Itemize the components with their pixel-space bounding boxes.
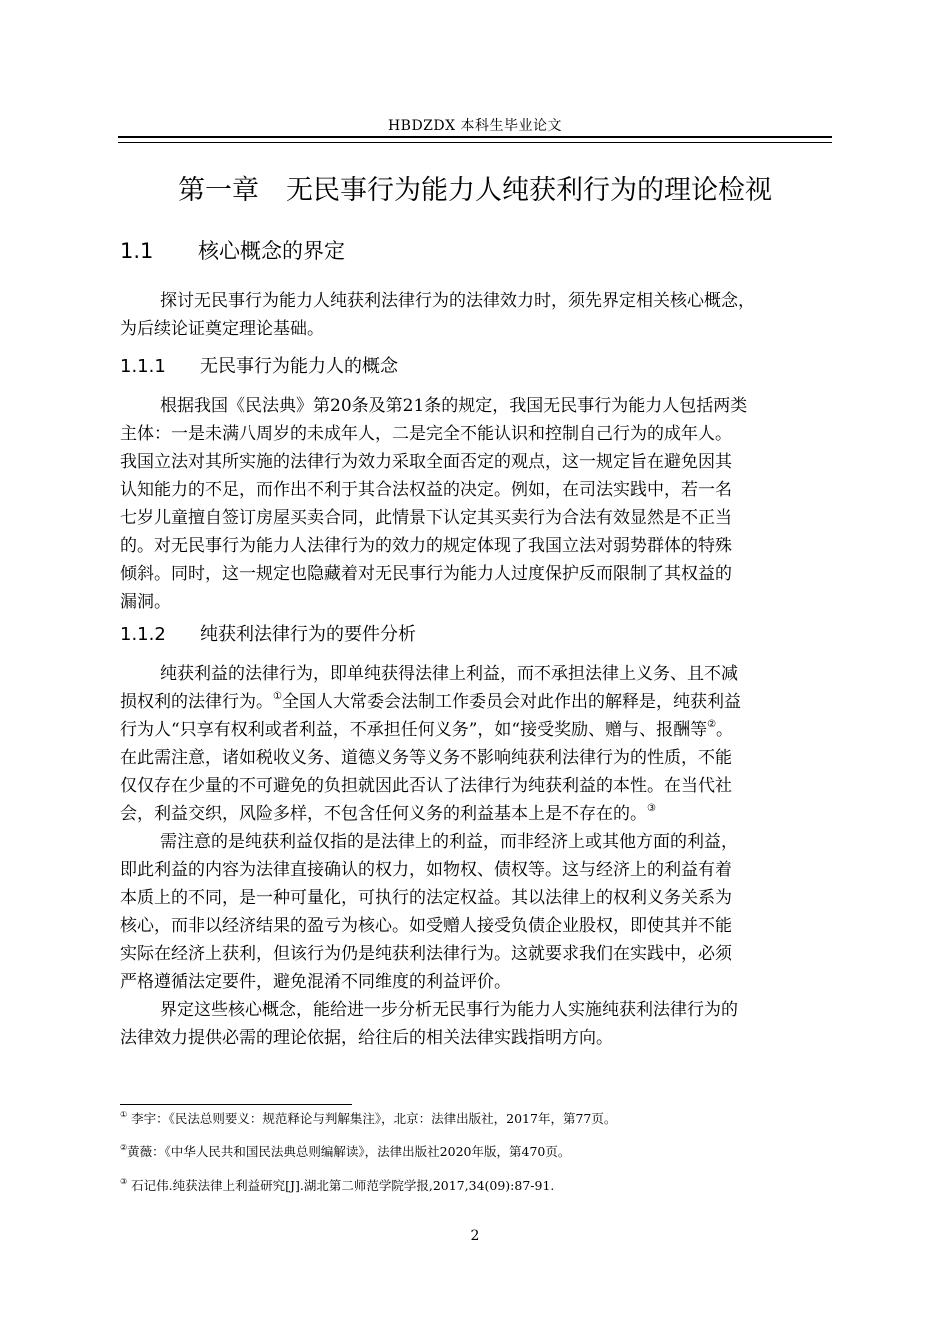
p1-line-1: 根据我国《民法典》第20条及第21条的规定，我国无民事行为能力人包括两类 bbox=[160, 396, 748, 416]
intro-line-2: 为后续论证奠定理论基础。 bbox=[120, 319, 324, 339]
section-number: 1.1 bbox=[120, 239, 154, 263]
p2-line-1: 纯获利益的法律行为，即单纯获得法律上利益，而不承担法律上义务、且不减 bbox=[160, 664, 738, 684]
p3-line-4: 核心，而非以经济结果的盈亏为核心。如受赠人接受负债企业股权，即使其并不能 bbox=[120, 916, 732, 936]
p2-text: 会，利益交织，风险多样，不包含任何义务的利益基本上是不存在的。 bbox=[120, 804, 647, 824]
intro-line-1: 探讨无民事行为能力人纯获利法律行为的法律效力时，须先界定相关核心概念， bbox=[160, 291, 755, 311]
p1-line-5: 七岁儿童擅自签订房屋买卖合同，此情景下认定其买卖行为合法有效显然是不正当 bbox=[120, 508, 732, 528]
subsection-heading-1-1-1 bbox=[120, 354, 398, 380]
footnote-mark: ② bbox=[120, 1143, 128, 1152]
p2-line-2 bbox=[120, 688, 832, 716]
footnote-ref-2[interactable]: ② bbox=[707, 719, 717, 730]
footnote-text: 石记伟.纯获法律上利益研究[J].湖北第二师范学院学报,2017,34(09):87-91. bbox=[127, 1178, 555, 1193]
subsection-heading-1-1-2 bbox=[120, 622, 416, 648]
section-heading-1-1 bbox=[120, 237, 345, 265]
p2-text: 损权利的法律行为。 bbox=[120, 692, 273, 712]
p1-line-8: 漏洞。 bbox=[120, 592, 171, 612]
p3-line-6: 严格遵循法定要件，避免混淆不同维度的利益评价。 bbox=[120, 972, 511, 992]
footnote-text: 黄薇：《中华人民共和国民法典总则编解读》，法律出版社2020年版，第470页。 bbox=[127, 1144, 571, 1159]
header-rule-thin bbox=[118, 142, 832, 143]
footnote-ref-3[interactable]: ③ bbox=[647, 803, 656, 814]
p1-line-4: 认知能力的不足，而作出不利于其合法权益的决定。例如，在司法实践中，若一名 bbox=[120, 480, 732, 500]
subsection-title: 纯获利法律行为的要件分析 bbox=[200, 624, 416, 645]
footnote-ref-1[interactable]: ① bbox=[273, 691, 282, 702]
p3-line-1: 需注意的是纯获利益仅指的是法律上的利益，而非经济上或其他方面的利益， bbox=[160, 832, 738, 852]
p3-line-3: 本质上的不同，是一种可量化，可执行的法定权益。其以法律上的权利义务关系为 bbox=[120, 888, 732, 908]
subsection-number: 1.1.1 bbox=[120, 356, 166, 377]
p2-line-3 bbox=[120, 716, 832, 744]
p2-text: 全国人大常委会法制工作委员会对此作出的解释是，纯获利益 bbox=[281, 692, 741, 712]
footnote-text: 李宇：《民法总则要义：规范释论与判解集注》，北京：法律出版社，2017年，第77页。 bbox=[127, 1111, 617, 1126]
p3-line-2: 即此利益的内容为法律直接确认的权力，如物权、债权等。这与经济上的利益有着 bbox=[120, 860, 732, 880]
footnote-separator bbox=[120, 1104, 352, 1105]
footnote-mark: ① bbox=[120, 1110, 128, 1119]
p2-line-6 bbox=[120, 800, 832, 828]
subsection-title: 无民事行为能力人的概念 bbox=[200, 356, 398, 377]
p1-line-2: 主体：一是未满八周岁的未成年人，二是完全不能认识和控制自己行为的成年人。 bbox=[120, 424, 732, 444]
page-number: 2 bbox=[470, 1228, 480, 1244]
chapter-title: 第一章 无民事行为能力人纯获利行为的理论检视 bbox=[178, 175, 772, 206]
p2-text: 。 bbox=[716, 720, 734, 740]
p2-text: 行为人“只享有权利或者利益，不承担任何义务”，如“接受奖励、赠与、报酬等 bbox=[120, 720, 708, 740]
p1-line-6: 的。对无民事行为能力人法律行为的效力的规定体现了我国立法对弱势群体的特殊 bbox=[120, 536, 732, 556]
p3-line-5: 实际在经济上获利，但该行为仍是纯获利法律行为。这就要求我们在实践中，必须 bbox=[120, 944, 732, 964]
footnote-1 bbox=[120, 1110, 616, 1128]
section-title: 核心概念的界定 bbox=[198, 239, 345, 263]
p1-line-7: 倾斜。同时，这一规定也隐藏着对无民事行为能力人过度保护反而限制了其权益的 bbox=[120, 564, 732, 584]
footnote-2 bbox=[120, 1143, 570, 1161]
p2-line-5: 仅仅存在少量的不可避免的负担就因此否认了法律行为纯获利益的本性。在当代社 bbox=[120, 776, 732, 796]
p2-line-4: 在此需注意，诸如税收义务、道德义务等义务不影响纯获利法律行为的性质，不能 bbox=[120, 748, 732, 768]
p4-line-2: 法律效力提供必需的理论依据，给往后的相关法律实践指明方向。 bbox=[120, 1028, 613, 1048]
p1-line-3: 我国立法对其所实施的法律行为效力采取全面否定的观点，这一规定旨在避免因其 bbox=[120, 452, 732, 472]
footnote-3 bbox=[120, 1177, 554, 1195]
header-rule-thick bbox=[118, 136, 832, 138]
running-header: HBDZDX 本科生毕业论文 bbox=[387, 118, 563, 134]
subsection-number: 1.1.2 bbox=[120, 624, 166, 645]
footnote-mark: ③ bbox=[120, 1177, 128, 1186]
p4-line-1: 界定这些核心概念，能给进一步分析无民事行为能力人实施纯获利法律行为的 bbox=[160, 1000, 738, 1020]
